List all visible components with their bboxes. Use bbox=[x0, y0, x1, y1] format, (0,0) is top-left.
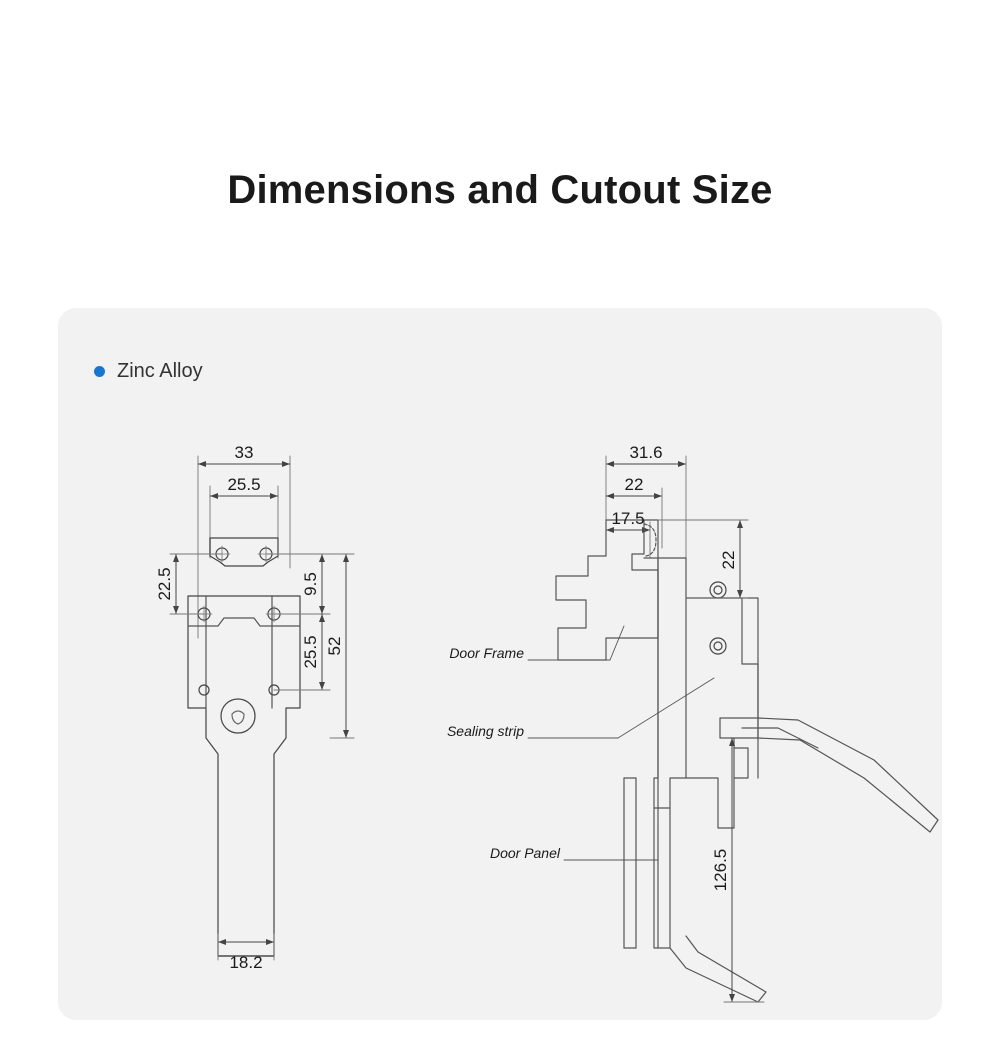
callout-door-frame: Door Frame bbox=[449, 645, 524, 661]
dim-side-depth-overall: 31.6 bbox=[629, 443, 663, 462]
dim-side-depth-inner: 17.5 bbox=[611, 509, 645, 528]
dim-side-height-total: 126.5 bbox=[711, 848, 730, 892]
technical-drawing bbox=[58, 308, 942, 1020]
dim-side-height-top: 22 bbox=[719, 550, 738, 570]
dim-side-depth-mid: 22 bbox=[624, 475, 644, 494]
dim-front-hole-spacing: 22.5 bbox=[155, 567, 174, 601]
dim-front-width-inner: 25.5 bbox=[227, 475, 261, 494]
dim-front-total-height: 52 bbox=[325, 636, 344, 656]
dim-front-mid-height: 25.5 bbox=[301, 635, 320, 669]
dim-front-top-offset: 9.5 bbox=[301, 572, 320, 596]
material-label: Zinc Alloy bbox=[117, 360, 203, 382]
dim-front-width-overall: 33 bbox=[234, 443, 254, 462]
callout-sealing-strip: Sealing strip bbox=[446, 723, 524, 739]
dim-front-handle-width: 18.2 bbox=[229, 953, 263, 972]
drawing-panel bbox=[58, 308, 942, 1020]
page-title: Dimensions and Cutout Size bbox=[227, 168, 773, 212]
callout-door-panel: Door Panel bbox=[489, 845, 560, 861]
